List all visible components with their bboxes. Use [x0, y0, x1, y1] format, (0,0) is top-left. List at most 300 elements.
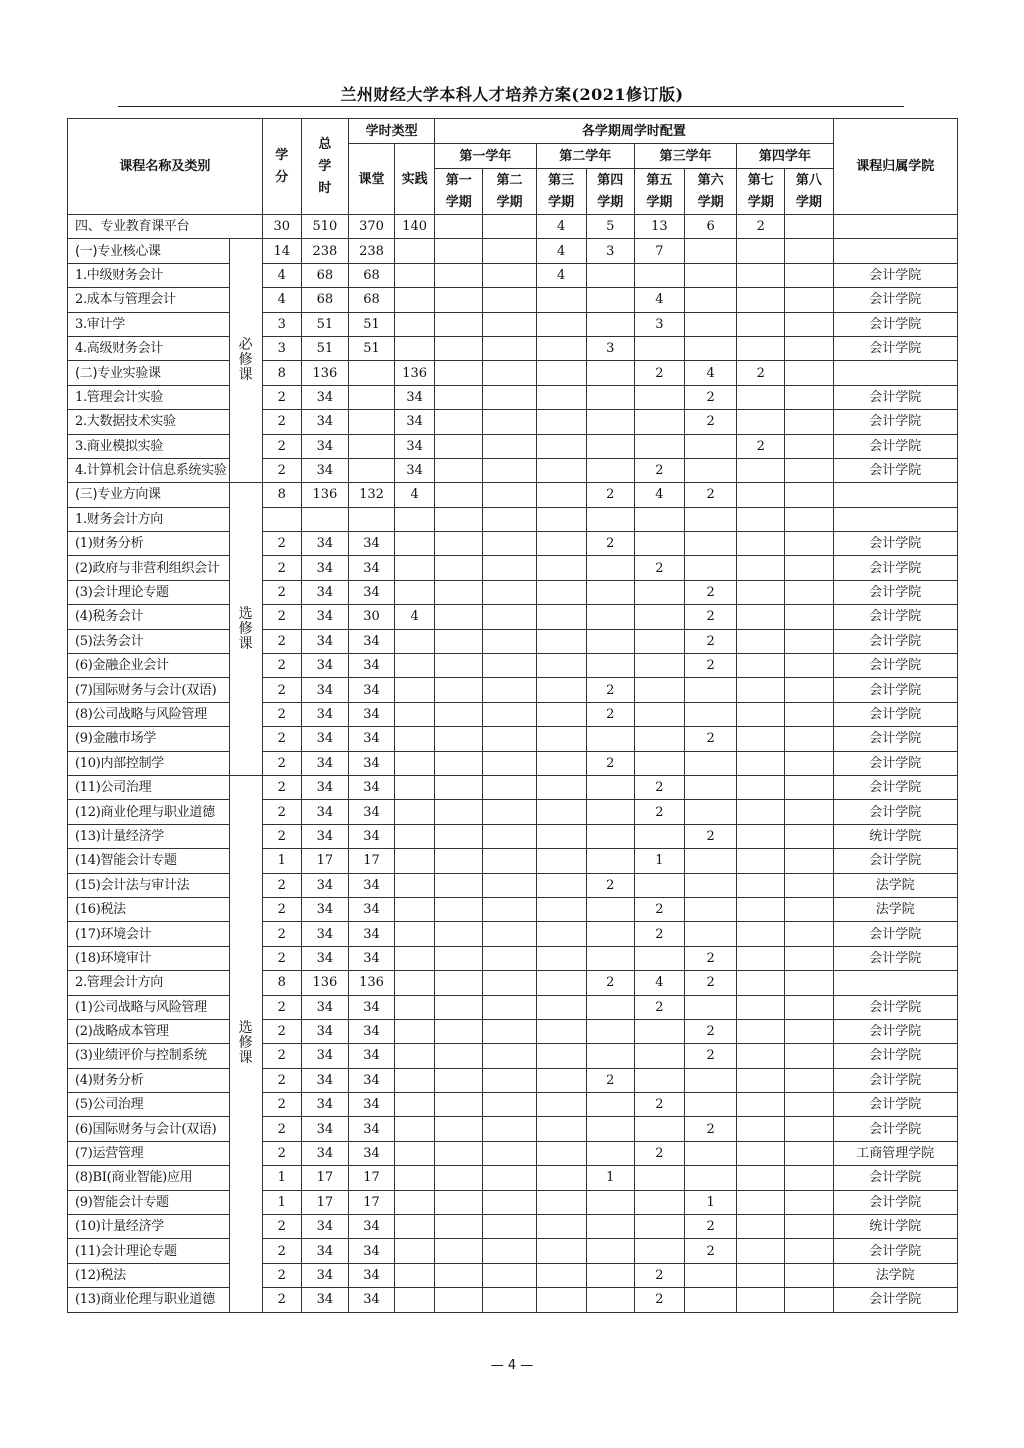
course-name-cell: (18)环境审计: [68, 946, 230, 970]
college-cell: [833, 215, 957, 239]
semester-4-cell: [586, 824, 634, 848]
total-hours-cell: 17: [301, 849, 348, 873]
semester-1-cell: [435, 312, 483, 336]
semester-1-cell: [435, 263, 483, 287]
semester-4-cell: [586, 1215, 634, 1239]
semester-2-cell: [483, 727, 536, 751]
college-cell: 会计学院: [833, 1068, 957, 1092]
header-course-name: 课程名称及类别: [68, 119, 263, 215]
total-hours-cell: 34: [301, 751, 348, 775]
practice-hours-cell: [395, 873, 435, 897]
header-semester-5: 第五学期: [634, 169, 684, 215]
semester-2-cell: [483, 946, 536, 970]
semester-3-cell: [536, 1068, 586, 1092]
practice-hours-cell: [395, 1215, 435, 1239]
document-title: 兰州财经大学本科人才培养方案(2021修订版): [340, 85, 684, 104]
semester-1-cell: [435, 336, 483, 360]
semester-6-cell: 6: [685, 215, 737, 239]
semester-7-cell: [737, 312, 785, 336]
practice-hours-cell: [395, 1166, 435, 1190]
classroom-hours-cell: 34: [348, 702, 394, 726]
semester-8-cell: [785, 824, 833, 848]
college-cell: 会计学院: [833, 263, 957, 287]
course-name-cell: (3)会计理论专题: [68, 580, 230, 604]
semester-5-cell: 2: [634, 800, 684, 824]
course-name-cell: 1.中级财务会计: [68, 263, 230, 287]
semester-4-cell: [586, 775, 634, 799]
total-hours-cell: 34: [301, 556, 348, 580]
semester-1-cell: [435, 605, 483, 629]
semester-5-cell: [634, 434, 684, 458]
semester-8-cell: [785, 678, 833, 702]
semester-5-cell: 4: [634, 483, 684, 507]
credits-cell: 1: [262, 1190, 301, 1214]
practice-hours-cell: [395, 824, 435, 848]
semester-7-cell: [737, 873, 785, 897]
semester-8-cell: [785, 849, 833, 873]
semester-3-cell: [536, 1239, 586, 1263]
semester-2-cell: [483, 1044, 536, 1068]
semester-6-cell: [685, 702, 737, 726]
semester-1-cell: [435, 385, 483, 409]
semester-3-cell: [536, 385, 586, 409]
semester-5-cell: 2: [634, 922, 684, 946]
course-name-cell: (13)计量经济学: [68, 824, 230, 848]
semester-4-cell: [586, 580, 634, 604]
classroom-hours-cell: 34: [348, 556, 394, 580]
semester-1-cell: [435, 483, 483, 507]
total-hours-cell: 136: [301, 483, 348, 507]
semester-6-cell: [685, 1093, 737, 1117]
semester-7-cell: [737, 556, 785, 580]
semester-6-cell: [685, 873, 737, 897]
semester-4-cell: [586, 1093, 634, 1117]
credits-cell: 3: [262, 336, 301, 360]
credits-cell: 8: [262, 483, 301, 507]
college-cell: 会计学院: [833, 434, 957, 458]
semester-3-cell: [536, 556, 586, 580]
semester-8-cell: [785, 458, 833, 482]
college-cell: 会计学院: [833, 556, 957, 580]
semester-8-cell: [785, 1141, 833, 1165]
semester-8-cell: [785, 727, 833, 751]
semester-1-cell: [435, 629, 483, 653]
semester-1-cell: [435, 1166, 483, 1190]
course-name-cell: (二)专业实验课: [68, 361, 230, 385]
practice-hours-cell: [395, 239, 435, 263]
total-hours-cell: 34: [301, 702, 348, 726]
classroom-hours-cell: 34: [348, 1288, 394, 1312]
semester-5-cell: [634, 1166, 684, 1190]
classroom-hours-cell: 68: [348, 263, 394, 287]
college-cell: 会计学院: [833, 995, 957, 1019]
table-row: [68, 1263, 958, 1287]
semester-4-cell: [586, 1044, 634, 1068]
total-hours-cell: 34: [301, 775, 348, 799]
table-row: [68, 312, 958, 336]
semester-8-cell: [785, 1239, 833, 1263]
header-credits: 学分: [262, 119, 301, 215]
semester-7-cell: [737, 288, 785, 312]
page-number: — 4 —: [490, 1358, 534, 1373]
course-name-cell: (7)运营管理: [68, 1141, 230, 1165]
credits-cell: 2: [262, 1288, 301, 1312]
table-row: [68, 1288, 958, 1312]
total-hours-cell: 34: [301, 995, 348, 1019]
credits-cell: 2: [262, 873, 301, 897]
total-hours-cell: 34: [301, 605, 348, 629]
classroom-hours-cell: [348, 434, 394, 458]
semester-1-cell: [435, 239, 483, 263]
semester-5-cell: 2: [634, 1141, 684, 1165]
classroom-hours-cell: [348, 361, 394, 385]
course-name-cell: 2.大数据技术实验: [68, 410, 230, 434]
semester-4-cell: [586, 1117, 634, 1141]
total-hours-cell: 34: [301, 678, 348, 702]
practice-hours-cell: 34: [395, 410, 435, 434]
semester-8-cell: [785, 410, 833, 434]
practice-hours-cell: [395, 580, 435, 604]
header-practice: 实践: [395, 144, 435, 215]
semester-8-cell: [785, 922, 833, 946]
semester-3-cell: [536, 678, 586, 702]
semester-6-cell: [685, 288, 737, 312]
table-row: [68, 727, 958, 751]
course-name-cell: (4)财务分析: [68, 1068, 230, 1092]
semester-8-cell: [785, 605, 833, 629]
college-cell: 会计学院: [833, 775, 957, 799]
semester-3-cell: [536, 800, 586, 824]
total-hours-cell: 68: [301, 263, 348, 287]
semester-7-cell: [737, 1093, 785, 1117]
college-cell: [833, 239, 957, 263]
header-total-hours: 总学时: [301, 119, 348, 215]
semester-4-cell: 2: [586, 1068, 634, 1092]
semester-6-cell: [685, 678, 737, 702]
category-required: 必修课: [229, 239, 262, 483]
semester-1-cell: [435, 1117, 483, 1141]
table-row: [68, 458, 958, 482]
semester-4-cell: [586, 946, 634, 970]
header-college: 课程归属学院: [833, 119, 957, 215]
table-row: [68, 361, 958, 385]
semester-6-cell: 4: [685, 361, 737, 385]
total-hours-cell: 51: [301, 336, 348, 360]
total-hours-cell: 34: [301, 458, 348, 482]
classroom-hours-cell: 34: [348, 654, 394, 678]
semester-3-cell: [536, 1215, 586, 1239]
college-cell: 会计学院: [833, 654, 957, 678]
table-row: [68, 751, 958, 775]
semester-1-cell: [435, 1093, 483, 1117]
semester-2-cell: [483, 751, 536, 775]
classroom-hours-cell: [348, 410, 394, 434]
semester-6-cell: [685, 336, 737, 360]
semester-1-cell: [435, 751, 483, 775]
semester-6-cell: [685, 434, 737, 458]
header-semester-7: 第七学期: [737, 169, 785, 215]
semester-7-cell: [737, 605, 785, 629]
college-cell: 会计学院: [833, 1190, 957, 1214]
total-hours-cell: 34: [301, 1215, 348, 1239]
header-semester-2: 第二学期: [483, 169, 536, 215]
course-name-cell: 4.计算机会计信息系统实验: [68, 458, 230, 482]
credits-cell: 2: [262, 580, 301, 604]
header-year-1: 第一学年: [435, 144, 536, 169]
course-name-cell: (6)金融企业会计: [68, 654, 230, 678]
course-name-cell: (16)税法: [68, 897, 230, 921]
practice-hours-cell: [395, 336, 435, 360]
college-cell: 会计学院: [833, 1288, 957, 1312]
semester-6-cell: [685, 312, 737, 336]
course-name-cell: (3)业绩评价与控制系统: [68, 1044, 230, 1068]
semester-3-cell: [536, 605, 586, 629]
practice-hours-cell: 4: [395, 483, 435, 507]
semester-7-cell: [737, 1190, 785, 1214]
college-cell: 会计学院: [833, 312, 957, 336]
header-year-4: 第四学年: [737, 144, 833, 169]
table-row: [68, 702, 958, 726]
semester-8-cell: [785, 532, 833, 556]
semester-6-cell: 2: [685, 1019, 737, 1043]
semester-7-cell: [737, 629, 785, 653]
semester-8-cell: [785, 556, 833, 580]
classroom-hours-cell: 34: [348, 824, 394, 848]
credits-cell: 2: [262, 629, 301, 653]
semester-7-cell: 2: [737, 361, 785, 385]
semester-2-cell: [483, 654, 536, 678]
semester-5-cell: [634, 507, 684, 531]
table-row: [68, 897, 958, 921]
semester-4-cell: [586, 1141, 634, 1165]
course-name-cell: 1.财务会计方向: [68, 507, 230, 531]
credits-cell: [262, 507, 301, 531]
semester-7-cell: [737, 580, 785, 604]
practice-hours-cell: [395, 946, 435, 970]
semester-3-cell: [536, 1263, 586, 1287]
semester-3-cell: [536, 824, 586, 848]
semester-7-cell: [737, 897, 785, 921]
semester-7-cell: [737, 995, 785, 1019]
semester-1-cell: [435, 1263, 483, 1287]
total-hours-cell: 34: [301, 410, 348, 434]
semester-3-cell: [536, 1117, 586, 1141]
header-semester-8: 第八学期: [785, 169, 833, 215]
semester-1-cell: [435, 971, 483, 995]
classroom-hours-cell: 17: [348, 849, 394, 873]
course-name-cell: (10)内部控制学: [68, 751, 230, 775]
classroom-hours-cell: [348, 507, 394, 531]
credits-cell: 1: [262, 849, 301, 873]
classroom-hours-cell: 34: [348, 1215, 394, 1239]
semester-2-cell: [483, 458, 536, 482]
semester-2-cell: [483, 1141, 536, 1165]
semester-7-cell: [737, 971, 785, 995]
semester-5-cell: [634, 1019, 684, 1043]
semester-1-cell: [435, 702, 483, 726]
semester-4-cell: [586, 1019, 634, 1043]
total-hours-cell: 34: [301, 1068, 348, 1092]
credits-cell: 30: [262, 215, 301, 239]
classroom-hours-cell: 34: [348, 1093, 394, 1117]
semester-2-cell: [483, 1239, 536, 1263]
semester-4-cell: [586, 410, 634, 434]
semester-1-cell: [435, 532, 483, 556]
semester-6-cell: 2: [685, 1215, 737, 1239]
college-cell: [833, 483, 957, 507]
table-row: [68, 215, 958, 239]
table-row: [68, 385, 958, 409]
course-name-cell: (一)专业核心课: [68, 239, 230, 263]
classroom-hours-cell: 17: [348, 1166, 394, 1190]
semester-6-cell: [685, 239, 737, 263]
semester-3-cell: [536, 1019, 586, 1043]
table-row: [68, 410, 958, 434]
total-hours-cell: 34: [301, 800, 348, 824]
practice-hours-cell: [395, 1263, 435, 1287]
practice-hours-cell: [395, 1288, 435, 1312]
semester-5-cell: [634, 1068, 684, 1092]
semester-8-cell: [785, 1190, 833, 1214]
table-body: [68, 215, 958, 1313]
semester-3-cell: [536, 702, 586, 726]
course-name-cell: 四、专业教育课平台: [68, 215, 263, 239]
semester-5-cell: 2: [634, 1263, 684, 1287]
college-cell: 法学院: [833, 897, 957, 921]
semester-2-cell: [483, 1166, 536, 1190]
semester-2-cell: [483, 580, 536, 604]
semester-8-cell: [785, 1263, 833, 1287]
semester-6-cell: [685, 1166, 737, 1190]
table-row: [68, 1166, 958, 1190]
semester-6-cell: 2: [685, 629, 737, 653]
semester-3-cell: [536, 873, 586, 897]
semester-2-cell: [483, 1019, 536, 1043]
semester-4-cell: [586, 263, 634, 287]
semester-4-cell: 2: [586, 678, 634, 702]
semester-3-cell: [536, 580, 586, 604]
semester-3-cell: [536, 410, 586, 434]
college-cell: 会计学院: [833, 751, 957, 775]
total-hours-cell: 34: [301, 946, 348, 970]
semester-2-cell: [483, 678, 536, 702]
header-hour-type: 学时类型: [348, 119, 434, 144]
title-rule: [118, 106, 904, 107]
semester-4-cell: 2: [586, 971, 634, 995]
semester-7-cell: [737, 458, 785, 482]
table-row: [68, 678, 958, 702]
semester-7-cell: [737, 775, 785, 799]
semester-3-cell: [536, 1190, 586, 1214]
classroom-hours-cell: 34: [348, 678, 394, 702]
credits-cell: 2: [262, 532, 301, 556]
course-name-cell: 3.审计学: [68, 312, 230, 336]
table-row: [68, 800, 958, 824]
credits-cell: 2: [262, 824, 301, 848]
course-name-cell: 2.管理会计方向: [68, 971, 230, 995]
total-hours-cell: 34: [301, 1093, 348, 1117]
semester-8-cell: [785, 1288, 833, 1312]
table-row: [68, 995, 958, 1019]
credits-cell: 2: [262, 458, 301, 482]
semester-7-cell: [737, 1019, 785, 1043]
table-row: [68, 434, 958, 458]
semester-6-cell: [685, 1068, 737, 1092]
semester-7-cell: [737, 1117, 785, 1141]
semester-3-cell: [536, 532, 586, 556]
classroom-hours-cell: 34: [348, 1068, 394, 1092]
credits-cell: 4: [262, 288, 301, 312]
credits-cell: 2: [262, 1093, 301, 1117]
semester-5-cell: [634, 727, 684, 751]
semester-2-cell: [483, 263, 536, 287]
semester-2-cell: [483, 556, 536, 580]
course-name-cell: 3.商业模拟实验: [68, 434, 230, 458]
course-name-cell: (14)智能会计专题: [68, 849, 230, 873]
semester-4-cell: 2: [586, 532, 634, 556]
college-cell: [833, 361, 957, 385]
table-row: [68, 1239, 958, 1263]
credits-cell: 2: [262, 678, 301, 702]
semester-5-cell: [634, 1044, 684, 1068]
semester-5-cell: [634, 1190, 684, 1214]
semester-3-cell: [536, 629, 586, 653]
semester-1-cell: [435, 458, 483, 482]
semester-8-cell: [785, 361, 833, 385]
classroom-hours-cell: 136: [348, 971, 394, 995]
table-row: [68, 1093, 958, 1117]
semester-1-cell: [435, 507, 483, 531]
semester-7-cell: [737, 263, 785, 287]
semester-8-cell: [785, 1215, 833, 1239]
semester-2-cell: [483, 215, 536, 239]
semester-1-cell: [435, 1068, 483, 1092]
semester-2-cell: [483, 1190, 536, 1214]
total-hours-cell: 34: [301, 1117, 348, 1141]
practice-hours-cell: [395, 800, 435, 824]
semester-4-cell: [586, 385, 634, 409]
total-hours-cell: 68: [301, 288, 348, 312]
total-hours-cell: 34: [301, 873, 348, 897]
semester-4-cell: [586, 458, 634, 482]
category-elective-1: 选修课: [229, 483, 262, 776]
semester-1-cell: [435, 727, 483, 751]
college-cell: 会计学院: [833, 629, 957, 653]
credits-cell: 2: [262, 556, 301, 580]
semester-1-cell: [435, 215, 483, 239]
credits-cell: 1: [262, 1166, 301, 1190]
semester-2-cell: [483, 800, 536, 824]
college-cell: 会计学院: [833, 1019, 957, 1043]
semester-8-cell: [785, 629, 833, 653]
semester-7-cell: [737, 532, 785, 556]
semester-7-cell: [737, 922, 785, 946]
semester-5-cell: 13: [634, 215, 684, 239]
practice-hours-cell: [395, 775, 435, 799]
semester-6-cell: [685, 800, 737, 824]
total-hours-cell: 34: [301, 654, 348, 678]
course-name-cell: 4.高级财务会计: [68, 336, 230, 360]
semester-1-cell: [435, 580, 483, 604]
curriculum-table: [67, 118, 958, 1313]
credits-cell: 2: [262, 410, 301, 434]
semester-6-cell: 2: [685, 605, 737, 629]
classroom-hours-cell: 68: [348, 288, 394, 312]
semester-1-cell: [435, 775, 483, 799]
table-row: [68, 775, 958, 799]
semester-4-cell: [586, 1190, 634, 1214]
semester-7-cell: [737, 751, 785, 775]
